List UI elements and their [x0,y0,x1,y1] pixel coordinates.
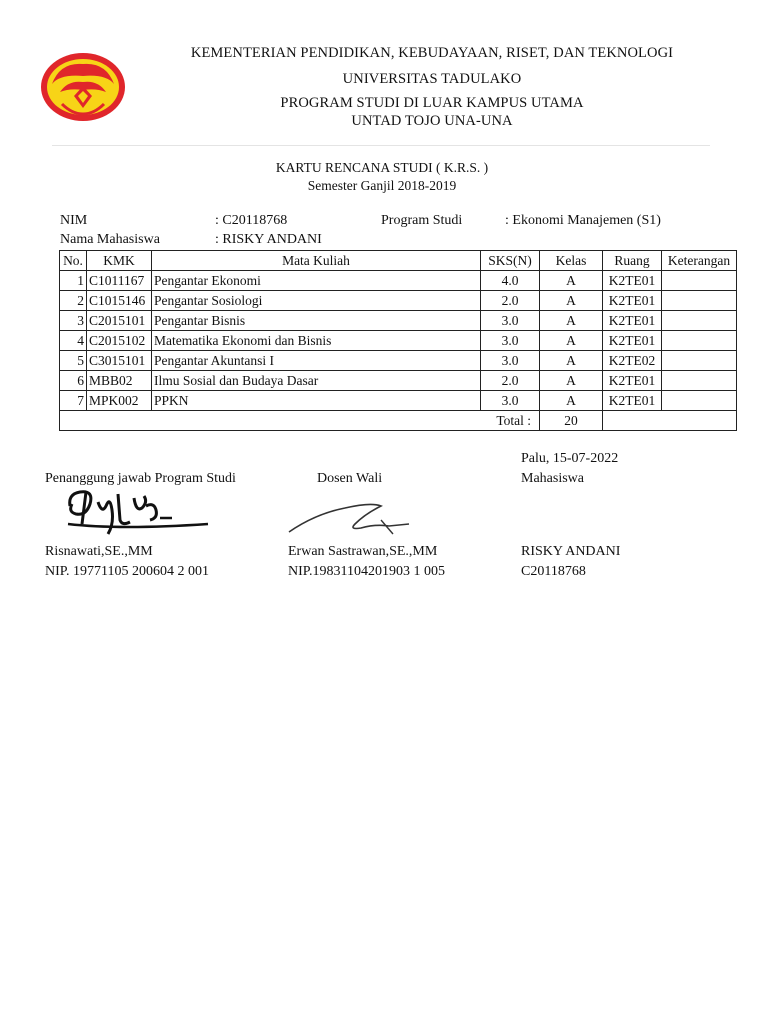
cell-ruang: K2TE01 [603,331,662,351]
table-row [60,351,737,371]
pj-nip: NIP. 19771105 200604 2 001 [45,564,209,579]
document-title: KARTU RENCANA STUDI ( K.R.S. ) [275,160,489,175]
cell-no: 4 [60,331,87,351]
cell-ruang: K2TE01 [603,371,662,391]
cell-ruang: K2TE02 [603,351,662,371]
cell-ruang: K2TE01 [603,271,662,291]
cell-no: 5 [60,351,87,371]
cell-sks: 3.0 [481,351,540,371]
nim-label: NIM [60,213,88,228]
cell-mata-kuliah: Pengantar Ekonomi [152,271,481,291]
cell-mata-kuliah: Pengantar Akuntansi I [152,351,481,371]
program-study-label: Program Studi [381,213,463,228]
header-divider [52,145,710,146]
cell-keterangan [662,391,737,411]
program-heading: PROGRAM STUDI DI LUAR KAMPUS UTAMA [280,95,584,111]
pj-name: Risnawati,SE.,MM [45,544,153,559]
pj-role: Penanggung jawab Program Studi [45,471,236,486]
cell-sks: 3.0 [481,331,540,351]
cell-keterangan [662,371,737,391]
cell-kelas: A [540,331,603,351]
campus-heading: UNTAD TOJO UNA-UNA [351,113,513,129]
cell-kmk: MPK002 [87,391,152,411]
cell-no: 3 [60,311,87,331]
cell-keterangan [662,331,737,351]
cell-ruang: K2TE01 [603,291,662,311]
cell-kelas: A [540,311,603,331]
cell-mata-kuliah: Matematika Ekonomi dan Bisnis [152,331,481,351]
table-row [60,291,737,311]
total-empty [603,411,737,431]
cell-mata-kuliah: Ilmu Sosial dan Budaya Dasar [152,371,481,391]
cell-sks: 4.0 [481,271,540,291]
cell-no: 2 [60,291,87,311]
total-label: Total : [60,411,540,431]
total-row [60,411,737,431]
header-sks: SKS(N) [481,251,540,271]
cell-ruang: K2TE01 [603,311,662,331]
university-heading: UNIVERSITAS TADULAKO [342,71,522,87]
header-no: No. [60,251,87,271]
mahasiswa-role: Mahasiswa [521,471,584,486]
cell-keterangan [662,311,737,331]
header-ruang: Ruang [603,251,662,271]
cell-sks: 2.0 [481,371,540,391]
table-header-row [60,251,737,271]
cell-kmk: C1015146 [87,291,152,311]
cell-sks: 3.0 [481,311,540,331]
semester-label: Semester Ganjil 2018-2019 [307,178,457,193]
cell-no: 1 [60,271,87,291]
cell-kelas: A [540,391,603,411]
course-table [59,250,737,431]
dosen-nip: NIP.19831104201903 1 005 [288,564,445,579]
student-name-label: Nama Mahasiswa [60,232,160,247]
mahasiswa-nim: C20118768 [521,564,586,579]
nim-value: : C20118768 [215,213,288,228]
cell-kelas: A [540,291,603,311]
cell-kmk: C1011167 [87,271,152,291]
table-row [60,371,737,391]
table-row [60,391,737,411]
cell-no: 7 [60,391,87,411]
dosen-signature [285,494,415,544]
cell-keterangan [662,351,737,371]
cell-mata-kuliah: PPKN [152,391,481,411]
cell-kmk: C2015102 [87,331,152,351]
ministry-heading: KEMENTERIAN PENDIDIKAN, KEBUDAYAAN, RISET, DAN TEKNOLOGI [190,45,674,61]
student-name-value: : RISKY ANDANI [215,232,322,247]
cell-kelas: A [540,351,603,371]
header-mata-kuliah: Mata Kuliah [152,251,481,271]
dosen-name: Erwan Sastrawan,SE.,MM [288,544,438,559]
program-study-value: : Ekonomi Manajemen (S1) [505,213,661,228]
header-kelas: Kelas [540,251,603,271]
cell-kmk: C3015101 [87,351,152,371]
cell-kelas: A [540,371,603,391]
cell-keterangan [662,271,737,291]
cell-no: 6 [60,371,87,391]
cell-sks: 2.0 [481,291,540,311]
university-logo [40,52,126,122]
cell-kmk: C2015101 [87,311,152,331]
cell-mata-kuliah: Pengantar Bisnis [152,311,481,331]
cell-sks: 3.0 [481,391,540,411]
cell-keterangan [662,291,737,311]
cell-kelas: A [540,271,603,291]
total-value: 20 [540,411,603,431]
header-keterangan: Keterangan [662,251,737,271]
cell-kmk: MBB02 [87,371,152,391]
dosen-role: Dosen Wali [317,471,383,486]
table-row [60,331,737,351]
header-kmk: KMK [87,251,152,271]
table-row [60,271,737,291]
mahasiswa-name: RISKY ANDANI [521,544,621,559]
place-date: Palu, 15-07-2022 [521,451,619,466]
pj-signature [60,484,212,552]
cell-ruang: K2TE01 [603,391,662,411]
table-row [60,311,737,331]
cell-mata-kuliah: Pengantar Sosiologi [152,291,481,311]
